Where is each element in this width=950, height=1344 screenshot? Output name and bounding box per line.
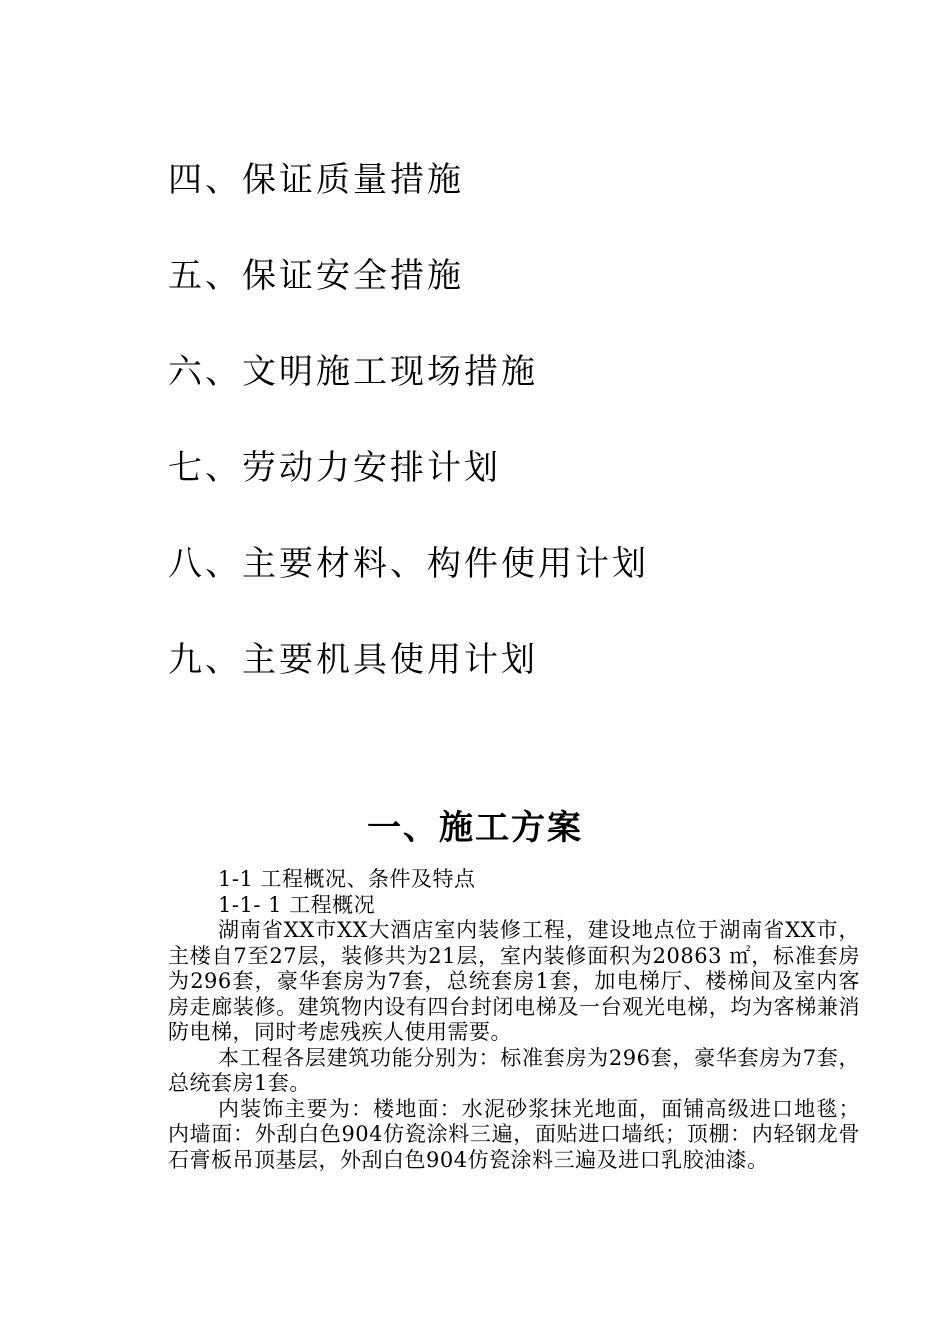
body-text	[168, 867, 860, 1173]
section-title: 一、施工方案	[367, 808, 583, 848]
table-of-contents	[168, 150, 868, 726]
paragraph-functions: 本工程各层建筑功能分别为：标准套房为296套，豪华套房为7套，总统套房1套。	[168, 1045, 860, 1095]
toc-item-8: 八、主要材料、构件使用计划	[168, 544, 649, 584]
toc-item-5: 五、保证安全措施	[168, 256, 464, 296]
subsubsection-heading: 1-1- 1 工程概况	[218, 892, 376, 917]
toc-item-9: 九、主要机具使用计划	[168, 640, 538, 680]
paragraph-decoration: 内装饰主要为：楼地面：水泥砂浆抹光地面，面铺高级进口地毯；内墙面：外刮白色904仿瓷涂料三遍，面贴进口墙纸；顶棚：内轻钢龙骨石膏板吊顶基层，外刮白色904仿瓷涂料三遍及进口乳胶油漆。	[168, 1096, 860, 1172]
toc-item-4: 四、保证质量措施	[168, 160, 464, 200]
paragraph-overview: 湖南省XX市XX大酒店室内装修工程，建设地点位于湖南省XX市，主楼自7至27层，装修共为21层，室内装修面积为20863 ㎡，标准套房为296套，豪华套房为7套，总统套房1套，加电梯厅、楼梯间及室内客房走廊装修。建筑物内设有四台封闭电梯及一台观光电梯，均为客梯兼消防电梯，同时考虑残疾人使用需要。	[168, 918, 860, 1044]
toc-item-7: 七、劳动力安排计划	[168, 448, 501, 488]
toc-item-6: 六、文明施工现场措施	[168, 352, 538, 392]
subsection-heading: 1-1 工程概况、条件及特点	[218, 867, 476, 891]
